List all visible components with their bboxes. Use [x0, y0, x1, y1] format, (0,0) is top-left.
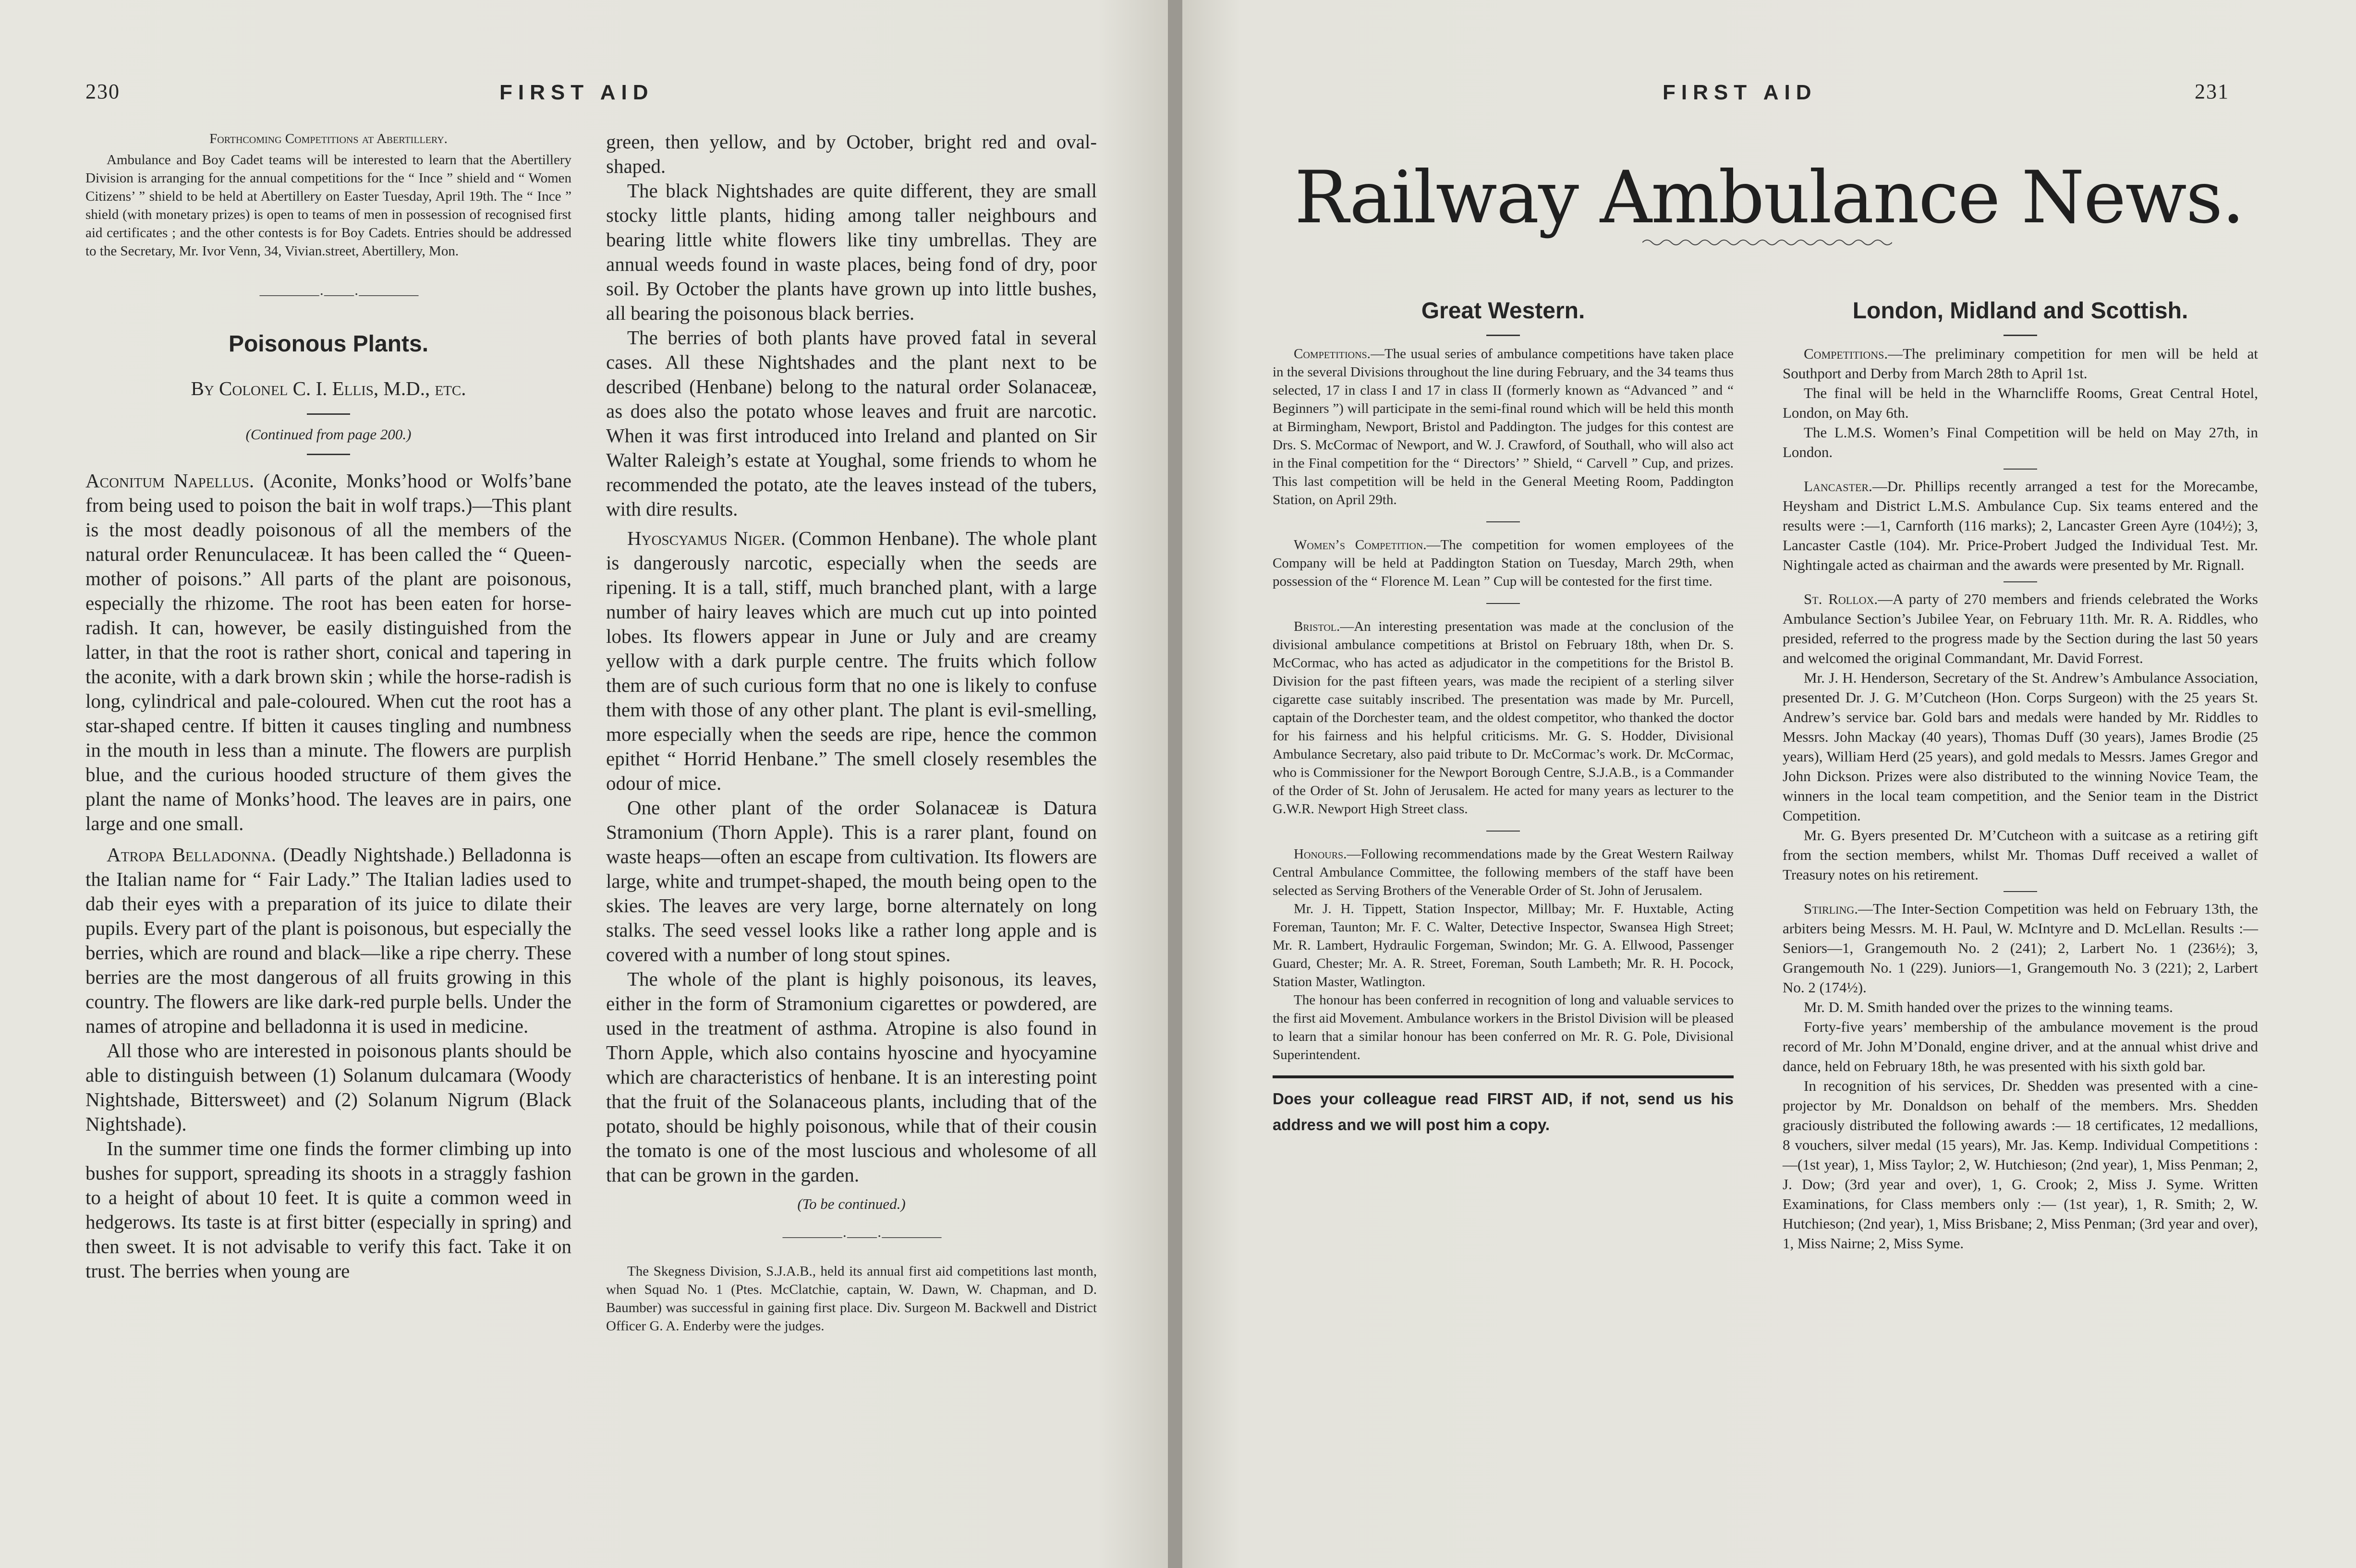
henbane-text: (Common Henbane). The whole plant is dangerously narcotic, especially when the seeds are ripening. It is a tall, stiff, much branched plant, with a large number of hairy leaves which are much cut up into pointed lobes. Its flowers appear in June or July and are creamy yellow with a dark purple centre. The fruits which follow them are of such curious form that no one is likely to confuse them with those of any other plant. The plant is evil-smelling, more especially when the seeds are ripe, hence the common epithet “ Horrid Henbane.” The smell closely resembles the odour of mice.: [606, 527, 1097, 794]
lms-lancaster: [1783, 476, 2258, 575]
subscription-appeal: Does your colleague read FIRST AID, if not, send us his address and we will post him a copy.: [1273, 1090, 1734, 1134]
divider: [2004, 581, 2037, 582]
gw-bristol-text: —An interesting presentation was made at the conclusion of the divisional ambulance competitions at Bristol on February 18th, when Dr. S. McCormac, who has acted as adjudicator in the competitions for the Bristol B. Division for the past fifteen years, was made the recipient of a sterling silver cigarette case suitably inscribed. The presentation was made by Mr. Purcell, captain of the Dorchester team, and the oldest competitor, who thanked the doctor for his fairness and his helpful criticisms. Mr. G. S. Hodder, Divisional Ambulance Secretary, also paid tribute to Dr. McCormac’s work. Dr. McCormac, who is Commissioner for the Newport Borough Centre, S.J.A.B., is a Commander of the Order of St. John of Jerusalem. He acted for many years as lecturer to the G.W.R. Newport High Street class.: [1273, 619, 1734, 817]
gw-honours: [1273, 845, 1734, 900]
divider: [2004, 891, 2037, 892]
continued-note: (Continued from page 200.): [245, 426, 412, 443]
lms-rollox-text: —A party of 270 members and friends celebrated the Works Ambulance Section’s Jubilee Year, on February 11th. Mr. R. A. Riddles, who presided, referred to the progress made by the Section during the last 50 years and welcomed the original Commandant, Mr. David Forrest.: [1783, 591, 2258, 666]
gw-bristol: [1273, 617, 1734, 818]
separator-ornament: ————·——·————: [782, 1228, 942, 1244]
competitions-heading: Forthcoming Competitions at Abertillery.: [209, 131, 448, 146]
lms-stirling-lead: Stirling.: [1804, 900, 1858, 917]
lms-stirling-mdonald: Forty-five years’ membership of the ambulance movement is the proud record of Mr. John M’Donald, engine driver, and at the annual whist drive and dance, held on February 18th, he was presented with his sixth gold bar.: [1783, 1018, 2258, 1074]
divider: [2004, 335, 2037, 336]
gw-competitions-lead: Competitions.: [1294, 346, 1371, 362]
belladonna-text: (Deadly Nightshade.) Belladonna is the Italian name for “ Fair Lady.” The Italian ladies used to dab their eyes with a preparation of its juice to dilate their pupils. Every part of the plant is poisonous, but especially the berries, which are round and black—like a ripe cherry. These berries are the most dangerous of all fruits growing in this country. The flowers are like dark-red purple bells. Under the names of atropine and belladonna it is used in medicine.: [85, 844, 571, 1037]
lms-rollox-lead: St. Rollox.: [1804, 591, 1878, 607]
masthead-title: Railway Ambulance News.: [1294, 156, 2244, 240]
section-title-lms: London, Midland and Scottish.: [1852, 298, 2188, 324]
gw-honours-pole: The honour has been conferred in recognition of long and valuable services to the first aid Movement. Ambulance workers in the Bristol Division will be pleased to learn that a similar honour has been conferred on Mr. R. G. Pole, Divisional Superintendent.: [1273, 992, 1734, 1062]
page-number: 231: [2195, 80, 2229, 103]
section-title-great-western: Great Western.: [1421, 298, 1585, 324]
aconitum-text: (Aconite, Monks’hood or Wolfs’bane from being used to poison the bait in wolf traps.)—This plant is the most deadly poisonous of all the members of the natural order Renunculaceæ. It has been called the “ Queen-mother of poisons.” All parts of the plant are poisonous, especially the rhizome. The root has been eaten for horse-radish. It can, however, be easily distinguished from the latter, in that the root is rather short, conical and tapering in the aconite, with a dark brown skin ; while the horse-radish is long, cylindrical and pale-coloured. When cut the root has a star-shaped centre. If bitten it causes tingling and numbness in the mouth in less than a minute. The flowers are purplish blue, and the curious hooded structure of them gives the plant the name of Monks’hood. The leaves are in pairs, one large and one small.: [85, 470, 571, 834]
lms-stirling: [1783, 899, 2258, 997]
summer-paragraph: In the summer time one finds the former climbing up into bushes for support, spreading its shoots in a straggly fashion to a height of about 10 feet. It is quite a common weed in hedgerows. Its taste is at first bitter (especially in spring) and then sweet. It is not advisable to verify this fact. Take it on trust. The berries when young are: [85, 1137, 571, 1282]
gw-honours-list: Mr. J. H. Tippett, Station Inspector, Millbay; Mr. F. Huxtable, Acting Foreman, Taunton; Mr. F. C. Walter, Detective Inspector, Swansea High Street; Mr. R. Lambert, Hydraulic Forgeman, Swindon; Mr. G. A. Ellwood, Passenger Guard, Chester; Mr. A. R. Street, Foreman, South Lambeth; Mr. R. H. Pocock, Station Master, Watlington.: [1273, 901, 1734, 989]
page-number: 230: [85, 80, 120, 103]
divider: [307, 413, 350, 415]
lms-lancaster-text: —Dr. Phillips recently arranged a test for the Morecambe, Heysham and District L.M.S. Ambulance Cup. Six teams entered and the results were :—1, Carnforth (116 marks); 2, Lancaster Green Ayre (104½); 3, Lancaster Castle (104). Mr. Price-Probert Judged the Individual Test. Mr. Nightingale acted as chairman and the awards were presented by Mr. Rignall.: [1783, 478, 2258, 573]
henbane-lead: Hyoscyamus Niger.: [627, 527, 786, 549]
left-column-2: [606, 130, 1097, 1335]
lms-stirling-text: —The Inter-Section Competition was held on February 13th, the arbiters being Messrs. M. H. Paul, W. McIntyre and D. McLellan. Results :—Seniors—1, Grangemouth No. 2 (241); 2, Larbert No. 1 (236½); 3, Grangemouth No. 1 (229). Juniors—1, Grangemouth No. 3 (221); 2, Larbert No. 2 (174½).: [1783, 900, 2258, 996]
lms-competitions: [1783, 344, 2258, 383]
lms-rollox-byers: Mr. G. Byers presented Dr. M’Cutcheon with a suitcase as a retiring gift from the section members, whilst Mr. Thomas Duff received a wallet of Treasury notes on his retirement.: [1783, 827, 2258, 883]
divider: [1486, 521, 1520, 522]
belladonna-paragraph: [85, 843, 571, 1038]
lms-final: The final will be held in the Wharncliffe Rooms, Great Central Hotel, London, on May 6th.: [1783, 385, 2258, 421]
divider: [1486, 603, 1520, 604]
gw-womens-competition: [1273, 536, 1734, 591]
divider: [2004, 469, 2037, 470]
article-title: Poisonous Plants.: [228, 331, 429, 357]
appeal-rule: [1273, 1075, 1734, 1078]
gw-competitions: [1273, 345, 1734, 509]
henbane-paragraph: [606, 526, 1097, 796]
gw-women-text: —The competition for women employees of the Company will be held at Paddington Station on Tuesday, March 29th, when possession of the “ Florence M. Lean ” Cup will be contested for the first time.: [1273, 537, 1734, 589]
left-column-1: [85, 130, 571, 1283]
stramonium-paragraph: The whole of the plant is highly poisonous, its leaves, either in the form of Stramonium cigarettes or powdered, are used in the treatment of asthma. Atropine is also found in Thorn Apple, which also contains hyoscine and hyocyamine which are characteristics of henbane. It is an interesting point that the fruit of the Solanaceous plants, including that of the potato, should be highly poisonous, while that of their cousin the tomato is one of the most luscious and wholesome of all that can be grown in the garden.: [606, 968, 1097, 1186]
byline: By Colonel C. I. Ellis, M.D., etc.: [191, 377, 466, 399]
belladonna-lead: Atropa Belladonna.: [107, 844, 276, 866]
aconitum-paragraph: [85, 469, 571, 836]
separator-ornament: ————·——·————: [259, 286, 419, 302]
lms-st-rollox: [1783, 589, 2258, 668]
left-page: [0, 0, 1168, 1568]
lms-competitions-text: —The preliminary competition for men will be held at Southport and Derby from March 28th to April 1st.: [1783, 345, 2258, 382]
divider: [1486, 831, 1520, 832]
lms-rollox-henderson: Mr. J. H. Henderson, Secretary of the St. Andrew’s Ambulance Association, presented Dr. J. G. M’Cutcheon (Hon. Corps Surgeon) with the 25 years St. Andrew’s service bar. Gold bars and medals were handed by Mr. Riddles to Messrs. John Mackay (40 years), Thomas Duff (30 years), James Brodie (25 years), William Herd (25 years), and gold medals to Messrs. James Gregor and John Dickson. Prizes were also distributed to the winning Novice Team, the winners in the local team competition, and the Senior team in the District Competition.: [1783, 669, 2258, 824]
to-be-continued: (To be continued.): [797, 1195, 906, 1212]
gw-honours-text: —Following recommendations made by the Great Western Railway Central Ambulance Committee, the following members of the staff have been selected as Serving Brothers of the Venerable Order of St. John of Jerusalem.: [1273, 846, 1734, 898]
lms-lancaster-lead: Lancaster.: [1804, 478, 1872, 495]
lms-stirling-shedden: In recognition of his services, Dr. Shedden was presented with a cine-projector by Mr. Donaldson on behalf of the members. Mrs. Shedden graciously distributed the following awards :— 18 certificates, 12 medallions, 8 vouchers, silver medal (15 years), Mr. Jas. Kemp. Individual Competitions :—(1st year), 1, Miss Taylor; 2, W. Hutchieson; (2nd year), 1, Miss Penman; 2, J. Dow; (3rd year and over), 1, G. Crook; 2, Miss J. Syme. Written Examinations, for Class members only :— (1st year), 1, R. Smith; 2, W. Hutchieson; (2nd year), 1, Miss Brisbane; 2, Miss Penman; (3rd year and over), 1, Miss Nairne; 2, Miss Syme.: [1783, 1077, 2258, 1252]
wavy-ornament: [1642, 235, 1892, 250]
running-head: FIRST AID: [1663, 81, 1817, 104]
divider: [1486, 335, 1520, 336]
gw-honours-lead: Honours.: [1294, 846, 1347, 862]
gw-competitions-text: —The usual series of ambulance competitions have taken place in the several Divisions throughout the line during February, and the 34 teams thus selected, 17 in class I and 17 in class II (formerly known as “Advanced ” and “ Beginners ”) will participate in the semi-final round which will be held this month at Birmingham, Newport, Bristol and Paddington. The judges for this contest are Drs. S. McCormac of Newport, and W. J. Crawford, of Southall, who will also act in the Final competition for the “ Directors’ ” Shield, “ Carvell ” Cup, and prizes. This last competition will be held in the General Meeting Room, Paddington Station, on April 29th.: [1273, 346, 1734, 507]
lms-column: [1783, 298, 2258, 1253]
divider: [307, 454, 350, 455]
running-head: FIRST AID: [499, 81, 654, 104]
fatal-berries-paragraph: The berries of both plants have proved fatal in several cases. All these Nightshades and the plant next to be described (Henbane) belong to the natural order Solanaceæ, as does also the potato whose leaves and fruit are narcotic. When it was first introduced into Ireland and planted on Sir Walter Raleigh’s estate at Youghal, some friends to whom he recommended the potato, ate the leaves instead of the tubers, with dire results.: [606, 326, 1097, 520]
skegness-notice: The Skegness Division, S.J.A.B., held its annual first aid competitions last month, when Squad No. 1 (Ptes. McClatchie, captain, W. Dawn, W. Chapman, and D. Baumber) was successful in gaining first place. Div. Surgeon M. Backwell and District Officer G. A. Enderby were the judges.: [606, 1264, 1097, 1334]
great-western-column: [1273, 298, 1734, 1138]
gw-bristol-lead: Bristol.: [1294, 619, 1340, 634]
competitions-notice: Ambulance and Boy Cadet teams will be interested to learn that the Abertillery Division is arranging for the annual competitions for the “ Ince ” shield and “ Women Citizens’ ” shield to be held at Abertillery on Easter Tuesday, April 19th. The “ Ince ” shield (with monetary prizes) is open to teams of men in possession of recognised first aid certificates ; and the other contests is for Boy Cadets. Entries should be addressed to the Secretary, Mr. Ivor Venn, 34, Vivian.street, Abertillery, Mon.: [85, 152, 571, 259]
aconitum-lead: Aconitum Napellus.: [85, 470, 255, 492]
datura-paragraph: One other plant of the order Solanaceæ is Datura Stramonium (Thorn Apple). This is a rarer plant, found on waste heaps—often an escape from cultivation. Its flowers are large, white and trumpet-shaped, the mouth being open to the skies. The leaves are very large, borne alternately on long stalks. The seed vessel looks like a rather long apple and is covered with a number of long stout spines.: [606, 796, 1097, 965]
gw-women-lead: Women’s Competition.: [1294, 537, 1427, 553]
nightshade-paragraph: All those who are interested in poisonous plants should be able to distinguish between (1) Solanum dulcamara (Woody Nightshade, Bittersweet) and (2) Solanum Nigrum (Black Nightshade).: [85, 1039, 571, 1135]
book-gutter: [1168, 0, 1182, 1568]
lms-competitions-lead: Competitions.: [1804, 345, 1888, 362]
lms-womens-final: The L.M.S. Women’s Final Competition will be held on May 27th, in London.: [1783, 424, 2258, 460]
lms-stirling-smith: Mr. D. M. Smith handed over the prizes to the winning teams.: [1804, 999, 2173, 1015]
black-nightshades-paragraph: The black Nightshades are quite different, they are small stocky little plants, hiding among taller neighbours and bearing little white flowers like tiny umbrellas. They are annual weeds found in waste places, being fond of dry, poor soil. By October the plants have grown up into little bushes, all bearing the poisonous black berries.: [606, 180, 1097, 324]
berries-paragraph: green, then yellow, and by October, bright red and oval-shaped.: [606, 131, 1097, 177]
